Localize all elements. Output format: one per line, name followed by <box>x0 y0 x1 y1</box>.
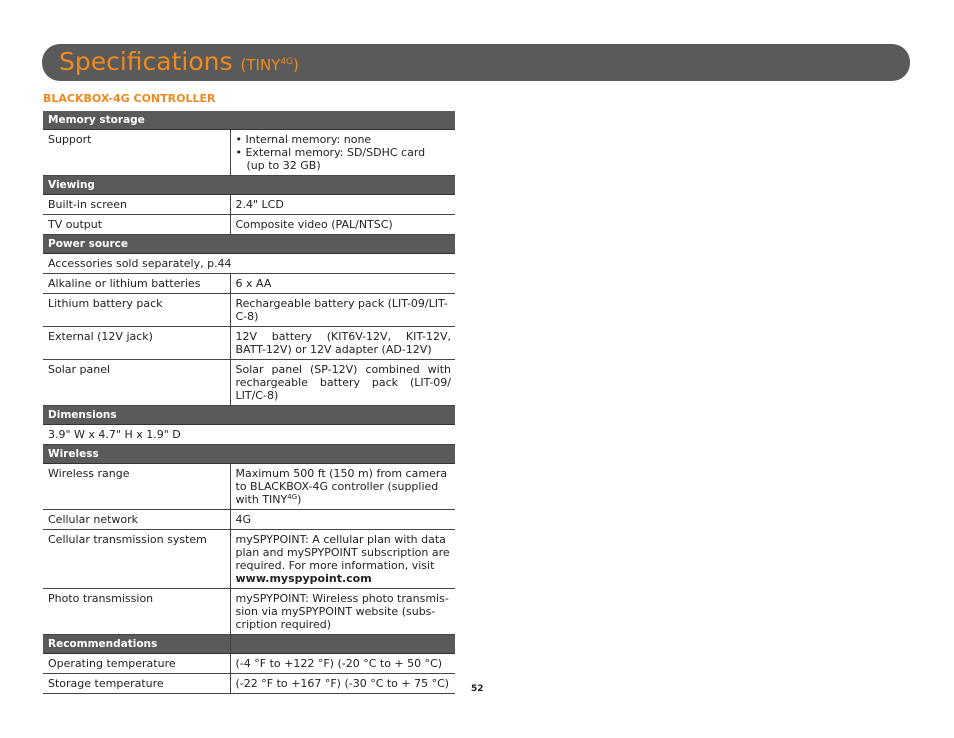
memory-storage-heading: Memory storage <box>43 111 455 130</box>
support-bullet-internal: • Internal memory: none <box>235 133 372 146</box>
wireless-range-text <box>236 467 448 506</box>
transmission-system-value <box>230 530 455 589</box>
wireless-range-value <box>230 464 455 510</box>
alkaline-label: Alkaline or lithium batteries <box>43 274 230 294</box>
table-section-header <box>43 635 455 654</box>
table-row <box>43 215 455 235</box>
accessories-note: Accessories sold separately, p.44 <box>43 254 455 274</box>
table-row <box>43 327 455 360</box>
table-row <box>43 294 455 327</box>
wireless-range-superscript: 4G <box>287 493 298 501</box>
table-row <box>43 130 455 176</box>
page-title <box>59 47 299 80</box>
table-section-header <box>43 111 455 130</box>
transmission-system-label: Cellular transmission system <box>43 530 230 589</box>
dimensions-value: 3.9" W x 4.7" H x 1.9" D <box>43 425 455 445</box>
power-source-heading: Power source <box>43 235 455 254</box>
alkaline-value: 6 x AA <box>230 274 455 294</box>
model-close-paren: ) <box>293 56 299 74</box>
wireless-range-label: Wireless range <box>43 464 230 510</box>
model-name <box>241 56 299 74</box>
myspypoint-link[interactable]: www.myspypoint.com <box>235 572 372 585</box>
wireless-range-main: Maximum 500 ft (150 m) from camera to BLACKBOX-4G controller (supplied with TINY <box>235 467 448 506</box>
table-row <box>43 274 455 294</box>
model-name-text: TINY <box>246 56 281 74</box>
table-row <box>43 589 455 635</box>
screen-value: 2.4" LCD <box>230 195 455 215</box>
transmission-system-text: mySPYPOINT: A cellular plan with data plan and mySPYPOINT subscription are required. For more information, visit <box>235 533 450 572</box>
table-row <box>43 674 455 694</box>
dimensions-heading: Dimensions <box>43 406 455 425</box>
model-open-paren: ( <box>240 56 247 74</box>
storage-temp-label: Storage temperature <box>43 674 230 694</box>
table-section-header <box>43 445 455 464</box>
cellular-network-label: Cellular network <box>43 510 230 530</box>
operating-temp-value: (-4 °F to +122 °F) (-20 °C to + 50 °C) <box>230 654 455 674</box>
storage-temp-value: (-22 °F to +167 °F) (-30 °C to + 75 °C) <box>230 674 455 694</box>
lithium-pack-value: Rechargeable battery pack (LIT-09/LIT-C-8) <box>230 294 455 327</box>
tv-output-value: Composite video (PAL/NTSC) <box>230 215 455 235</box>
screen-label: Built-in screen <box>43 195 230 215</box>
page-number: 52 <box>471 684 484 694</box>
cellular-network-value: 4G <box>230 510 455 530</box>
table-row <box>43 195 455 215</box>
model-superscript: 4G <box>280 57 294 67</box>
table-row <box>43 464 455 510</box>
table-row <box>43 530 455 589</box>
table-row <box>43 425 455 445</box>
operating-temp-label: Operating temperature <box>43 654 230 674</box>
solar-panel-value: Solar panel (SP-12V) combined with rechargeable battery pack (LIT-09/ LIT/C-8) <box>230 360 455 406</box>
recommendations-heading-blank <box>230 635 455 654</box>
external-jack-label: External (12V jack) <box>43 327 230 360</box>
photo-transmission-label: Photo transmission <box>43 589 230 635</box>
external-jack-value: 12V battery (KIT6V-12V, KIT-12V, BATT-12V) or 12V adapter (AD-12V) <box>230 327 455 360</box>
table-section-header <box>43 235 455 254</box>
support-bullet-external-cont: (up to 32 GB) <box>246 159 321 172</box>
table-row <box>43 360 455 406</box>
support-value <box>230 130 455 176</box>
support-label: Support <box>43 130 230 176</box>
section-title: BLACKBOX-4G CONTROLLER <box>43 92 216 105</box>
page-header-banner <box>42 44 910 81</box>
table-section-header <box>43 406 455 425</box>
wireless-range-close: ) <box>297 493 302 506</box>
photo-transmission-value: mySPYPOINT: Wireless photo transmis-sion via mySPYPOINT website (subs-cription required) <box>230 589 455 635</box>
table-row <box>43 254 455 274</box>
table-section-header <box>43 176 455 195</box>
solar-panel-label: Solar panel <box>43 360 230 406</box>
tv-output-label: TV output <box>43 215 230 235</box>
page-title-text: Specifications <box>59 47 233 76</box>
recommendations-heading: Recommendations <box>43 635 230 654</box>
lithium-pack-label: Lithium battery pack <box>43 294 230 327</box>
table-row <box>43 510 455 530</box>
viewing-heading: Viewing <box>43 176 455 195</box>
specifications-table <box>43 111 455 694</box>
table-row <box>43 654 455 674</box>
wireless-heading: Wireless <box>43 445 455 464</box>
support-bullet-external: • External memory: SD/SDHC card <box>235 146 426 159</box>
